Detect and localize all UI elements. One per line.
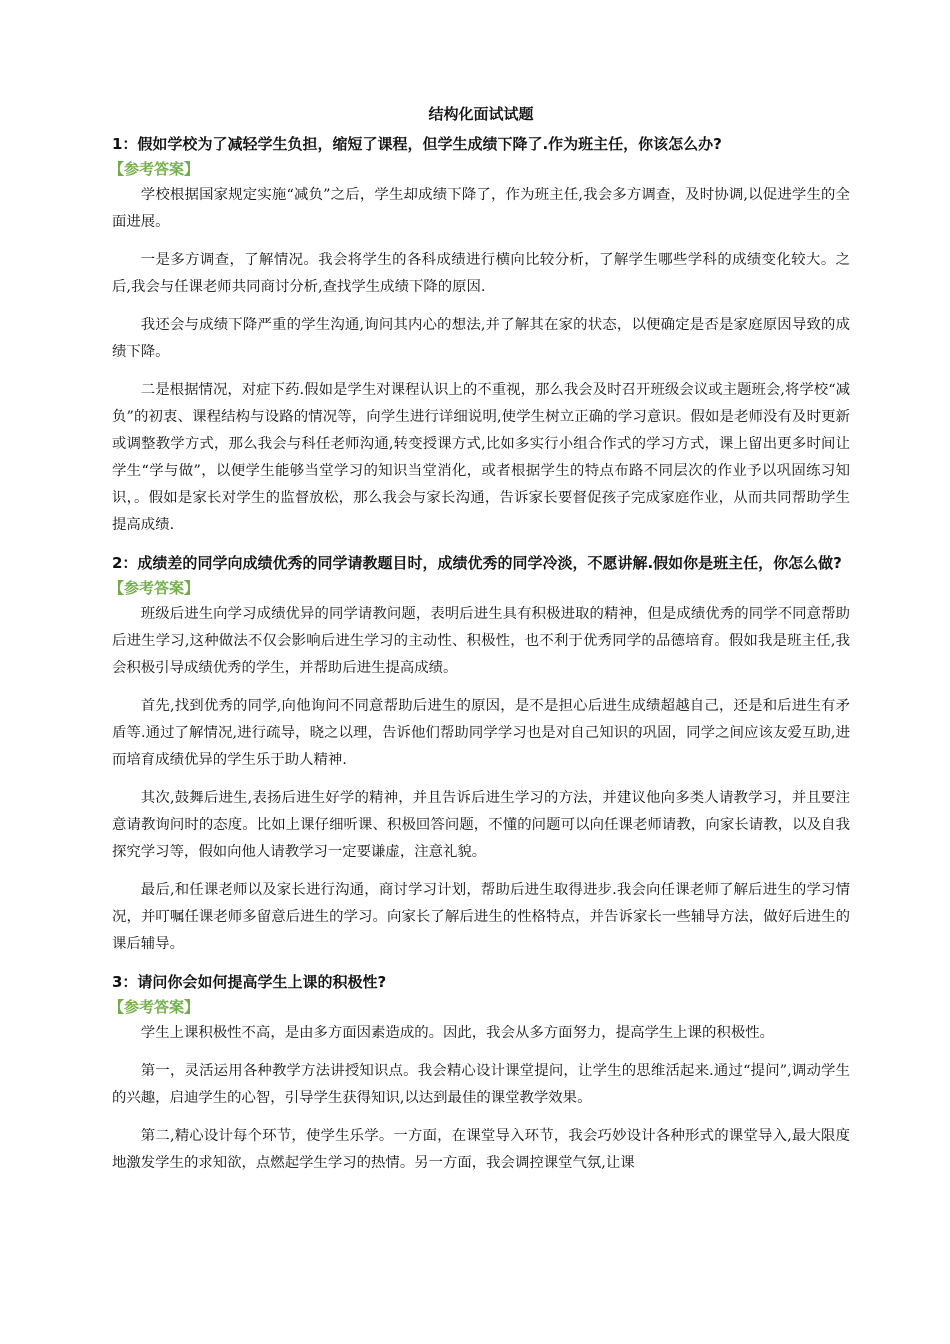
answer-paragraph: 班级后进生向学习成绩优异的同学请教问题，表明后进生具有积极进取的精神，但是成绩优秀的同学不同意帮助后进生学习,这种做法不仅会影响后进生学习的主动性、积极性，也不利于优秀同学的品德培育。假如我是班主任,我会积极引导成绩优秀的学生，并帮助后进生提高成绩。 bbox=[112, 606, 850, 676]
answer-paragraph: 学生上课积极性不高，是由多方面因素造成的。因此，我会从多方面努力，提高学生上课的积极性。 bbox=[140, 1025, 774, 1041]
reference-answer-label-3: 【参考答案】 bbox=[109, 998, 200, 1016]
question-block-2 bbox=[109, 550, 850, 958]
question-block-3 bbox=[109, 969, 850, 1177]
document-title: 结构化面试试题 bbox=[428, 105, 534, 123]
answer-paragraph: 其次,鼓舞后进生,表扬后进生好学的精神，并且告诉后进生学习的方法，并建议他向多类人请教学习，并且要注意请教询问时的态度。比如上课仔细听课、积极回答问题，不懂的问题可以向任课老师请教，向家长请教，以及自我探究学习等，假如向他人请教学习一定要谦虚，注意礼貌。 bbox=[112, 790, 850, 860]
answer-paragraph: 首先,找到优秀的同学,向他询问不同意帮助后进生的原因，是不是担心后进生成绩超越自己，还是和后进生有矛盾等.通过了解情况,进行疏导，晓之以理，告诉他们帮助同学学习也是对自己知识的巩固，同学之间应该友爱互助,进而培育成绩优异的学生乐于助人精神. bbox=[112, 698, 850, 768]
answer-paragraph: 一是多方调查，了解情况。我会将学生的各科成绩进行横向比较分析，了解学生哪些学科的成绩变化较大。之后,我会与任课老师共同商讨分析,查找学生成绩下降的原因. bbox=[112, 252, 850, 295]
question-2: 2：成绩差的同学向成绩优秀的同学请教题目时，成绩优秀的同学冷淡，不愿讲解.假如你是班主任，你怎么做? bbox=[112, 554, 842, 572]
answer-paragraph: 学校根据国家规定实施“减负”之后，学生却成绩下降了，作为班主任,我会多方调查，及时协调,以促进学生的全面进展。 bbox=[112, 187, 850, 230]
answer-paragraph: 最后,和任课老师以及家长进行沟通，商讨学习计划，帮助后进生取得进步.我会向任课老师了解后进生的学习情况，并叮嘱任课老师多留意后进生的学习。向家长了解后进生的性格特点，并告诉家长一些辅导方法，做好后进生的课后辅导。 bbox=[112, 882, 850, 952]
answer-paragraph: 第一，灵活运用各种教学方法讲授知识点。我会精心设计课堂提问，让学生的思维活起来.通过“提问”,调动学生的兴趣，启迪学生的心智，引导学生获得知识,以达到最佳的课堂教学效果。 bbox=[112, 1063, 850, 1106]
reference-answer-label-2: 【参考答案】 bbox=[109, 579, 200, 597]
answer-paragraph: 我还会与成绩下降严重的学生沟通,询问其内心的想法,并了解其在家的状态，以便确定是否是家庭原因导致的成绩下降。 bbox=[112, 317, 850, 360]
answer-paragraph: 二是根据情况，对症下药.假如是学生对课程认识上的不重视，那么我会及时召开班级会议或主题班会,将学校“减负”的初衷、课程结构与设路的情况等，向学生进行详细说明,使学生树立正确的学习意识。假如是老师没有及时更新或调整教学方式，那么我会与科任老师沟通,转变授课方式,比如多实行小组合作式的学习方式，课上留出更多时间让学生“学与做”，以便学生能够当堂学习的知识当堂消化，或者根据学生的特点布路不同层次的作业予以巩固练习知识，。假如是家长对学生的监督放松，那么我会与家长沟通，告诉家长要督促孩子完成家庭作业，从而共同帮助学生提高成绩. bbox=[112, 382, 850, 533]
question-3: 3：请问你会如何提高学生上课的积极性? bbox=[112, 973, 387, 991]
question-1: 1：假如学校为了减轻学生负担，缩短了课程，但学生成绩下降了.作为班主任，你该怎么办? bbox=[112, 135, 722, 153]
answer-paragraph: 第二,精心设计每个环节，使学生乐学。一方面，在课堂导入环节，我会巧妙设计各种形式的课堂导入,最大限度地激发学生的求知欲，点燃起学生学习的热情。另一方面，我会调控课堂气氛,让课 bbox=[112, 1128, 850, 1171]
question-block-1 bbox=[109, 131, 850, 539]
reference-answer-label-1: 【参考答案】 bbox=[109, 160, 200, 178]
